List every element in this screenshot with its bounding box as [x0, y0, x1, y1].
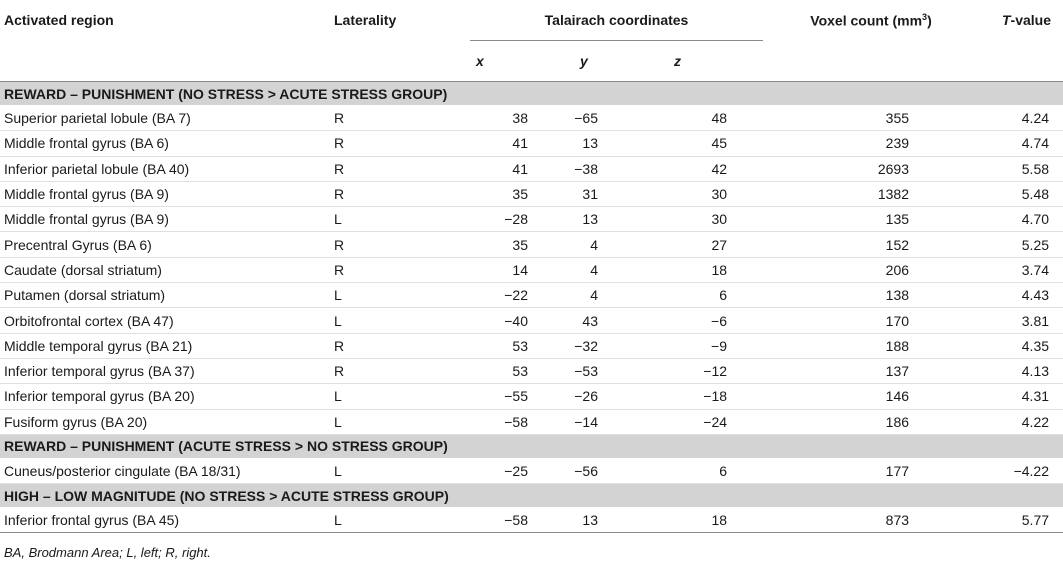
- cell-region: Caudate (dorsal striatum): [0, 257, 330, 282]
- table-row: [0, 156, 1063, 181]
- cell-t-value: 5.77: [939, 508, 1063, 533]
- table-row: [0, 409, 1063, 434]
- section-title: REWARD – PUNISHMENT (ACUTE STRESS > NO STRESS GROUP): [0, 434, 1063, 458]
- cell-z: 27: [666, 232, 763, 257]
- cell-x: 41: [470, 156, 568, 181]
- cell-y: 31: [568, 181, 666, 206]
- cell-x: −40: [470, 308, 568, 333]
- cell-x: −25: [470, 458, 568, 483]
- cell-t-value: 5.58: [939, 156, 1063, 181]
- cell-x: −55: [470, 384, 568, 409]
- cell-z: −9: [666, 333, 763, 358]
- cell-voxel-count: 137: [763, 358, 939, 383]
- cell-x: 53: [470, 333, 568, 358]
- table-row: [0, 508, 1063, 533]
- cell-y: 13: [568, 508, 666, 533]
- table-footnote: BA, Brodmann Area; L, left; R, right.: [4, 545, 211, 560]
- cell-z: −18: [666, 384, 763, 409]
- cell-x: −28: [470, 207, 568, 232]
- cell-z: 48: [666, 106, 763, 131]
- cell-z: 30: [666, 207, 763, 232]
- cell-laterality: R: [330, 181, 470, 206]
- cell-t-value: 3.81: [939, 308, 1063, 333]
- cell-z: 6: [666, 458, 763, 483]
- cell-t-value: 5.25: [939, 232, 1063, 257]
- table-body: [0, 82, 1063, 533]
- cell-x: 38: [470, 106, 568, 131]
- header-t-value: T-value: [1001, 12, 1052, 29]
- cell-x: −22: [470, 283, 568, 308]
- table-row: [0, 358, 1063, 383]
- cell-laterality: R: [330, 156, 470, 181]
- cell-voxel-count: 2693: [763, 156, 939, 181]
- section-header-row: [0, 82, 1063, 106]
- cell-y: 4: [568, 283, 666, 308]
- table-row: [0, 384, 1063, 409]
- cell-z: −24: [666, 409, 763, 434]
- header-talairach: Talairach coordinates: [470, 0, 763, 41]
- cell-t-value: 4.74: [939, 131, 1063, 156]
- table-row: [0, 333, 1063, 358]
- cell-y: −32: [568, 333, 666, 358]
- cell-z: 6: [666, 283, 763, 308]
- table-row: [0, 181, 1063, 206]
- cell-voxel-count: 355: [763, 106, 939, 131]
- cell-t-value: 4.22: [939, 409, 1063, 434]
- table-row: [0, 283, 1063, 308]
- cell-laterality: R: [330, 358, 470, 383]
- cell-voxel-count: 873: [763, 508, 939, 533]
- cell-region: Precentral Gyrus (BA 6): [0, 232, 330, 257]
- header-x: x: [476, 53, 484, 69]
- cell-t-value: −4.22: [939, 458, 1063, 483]
- header-voxel-count: Voxel count $(mm^3)$: [810, 11, 932, 29]
- cell-region: Middle frontal gyrus (BA 9): [0, 207, 330, 232]
- cell-laterality: L: [330, 409, 470, 434]
- cell-z: 42: [666, 156, 763, 181]
- cell-region: Middle temporal gyrus (BA 21): [0, 333, 330, 358]
- table-row: [0, 232, 1063, 257]
- cell-y: −56: [568, 458, 666, 483]
- cell-y: −14: [568, 409, 666, 434]
- cell-region: Inferior parietal lobule (BA 40): [0, 156, 330, 181]
- cell-region: Orbitofrontal cortex (BA 47): [0, 308, 330, 333]
- cell-t-value: 4.70: [939, 207, 1063, 232]
- cell-voxel-count: 170: [763, 308, 939, 333]
- cell-z: 30: [666, 181, 763, 206]
- cell-laterality: R: [330, 131, 470, 156]
- cell-laterality: L: [330, 207, 470, 232]
- table-row: [0, 106, 1063, 131]
- cell-x: 14: [470, 257, 568, 282]
- header-laterality: Laterality: [334, 12, 397, 29]
- section-title: REWARD – PUNISHMENT (NO STRESS > ACUTE STRESS GROUP): [0, 82, 1063, 106]
- cell-region: Superior parietal lobule (BA 7): [0, 106, 330, 131]
- cell-laterality: L: [330, 308, 470, 333]
- cell-y: 4: [568, 232, 666, 257]
- cell-region: Inferior temporal gyrus (BA 20): [0, 384, 330, 409]
- cell-region: Inferior frontal gyrus (BA 45): [0, 508, 330, 533]
- cell-y: −38: [568, 156, 666, 181]
- cell-y: 13: [568, 131, 666, 156]
- cell-region: Middle frontal gyrus (BA 9): [0, 181, 330, 206]
- subheader-row: [0, 41, 1063, 82]
- cell-region: Putamen (dorsal striatum): [0, 283, 330, 308]
- cell-voxel-count: 135: [763, 207, 939, 232]
- table-row: [0, 131, 1063, 156]
- cell-laterality: L: [330, 458, 470, 483]
- table-row: [0, 458, 1063, 483]
- cell-voxel-count: 1382: [763, 181, 939, 206]
- cell-t-value: 4.31: [939, 384, 1063, 409]
- section-header-row: [0, 484, 1063, 508]
- cell-y: −65: [568, 106, 666, 131]
- cell-laterality: L: [330, 508, 470, 533]
- cell-voxel-count: 239: [763, 131, 939, 156]
- cell-t-value: 4.13: [939, 358, 1063, 383]
- cell-z: 18: [666, 508, 763, 533]
- cell-voxel-count: 138: [763, 283, 939, 308]
- cell-x: 41: [470, 131, 568, 156]
- cell-x: −58: [470, 409, 568, 434]
- header-row: [0, 0, 1063, 41]
- cell-t-value: 4.43: [939, 283, 1063, 308]
- cell-t-value: 4.24: [939, 106, 1063, 131]
- cell-x: 35: [470, 232, 568, 257]
- cell-y: −26: [568, 384, 666, 409]
- table-row: [0, 207, 1063, 232]
- header-y: y: [580, 53, 588, 69]
- cell-voxel-count: 188: [763, 333, 939, 358]
- cell-laterality: L: [330, 283, 470, 308]
- cell-z: 45: [666, 131, 763, 156]
- cell-x: 35: [470, 181, 568, 206]
- section-header-row: [0, 434, 1063, 458]
- table-row: [0, 308, 1063, 333]
- cell-x: 53: [470, 358, 568, 383]
- cell-y: 13: [568, 207, 666, 232]
- cell-z: −6: [666, 308, 763, 333]
- cell-voxel-count: 146: [763, 384, 939, 409]
- cell-x: −58: [470, 508, 568, 533]
- cell-y: −53: [568, 358, 666, 383]
- cell-region: Middle frontal gyrus (BA 6): [0, 131, 330, 156]
- table-row: [0, 257, 1063, 282]
- cell-y: 43: [568, 308, 666, 333]
- cell-region: Fusiform gyrus (BA 20): [0, 409, 330, 434]
- header-z: z: [674, 53, 681, 69]
- cell-voxel-count: 186: [763, 409, 939, 434]
- cell-laterality: R: [330, 257, 470, 282]
- header-activated-region: Activated region: [4, 12, 114, 29]
- cell-t-value: 5.48: [939, 181, 1063, 206]
- cell-region: Inferior temporal gyrus (BA 37): [0, 358, 330, 383]
- section-title: HIGH – LOW MAGNITUDE (NO STRESS > ACUTE STRESS GROUP): [0, 484, 1063, 508]
- cell-y: 4: [568, 257, 666, 282]
- cell-region: Cuneus/posterior cingulate (BA 18/31): [0, 458, 330, 483]
- cell-voxel-count: 152: [763, 232, 939, 257]
- cell-z: −12: [666, 358, 763, 383]
- cell-laterality: L: [330, 384, 470, 409]
- cell-voxel-count: 206: [763, 257, 939, 282]
- cell-laterality: R: [330, 106, 470, 131]
- cell-laterality: R: [330, 232, 470, 257]
- cell-voxel-count: 177: [763, 458, 939, 483]
- cell-z: 18: [666, 257, 763, 282]
- cell-t-value: 3.74: [939, 257, 1063, 282]
- cell-t-value: 4.35: [939, 333, 1063, 358]
- cell-laterality: R: [330, 333, 470, 358]
